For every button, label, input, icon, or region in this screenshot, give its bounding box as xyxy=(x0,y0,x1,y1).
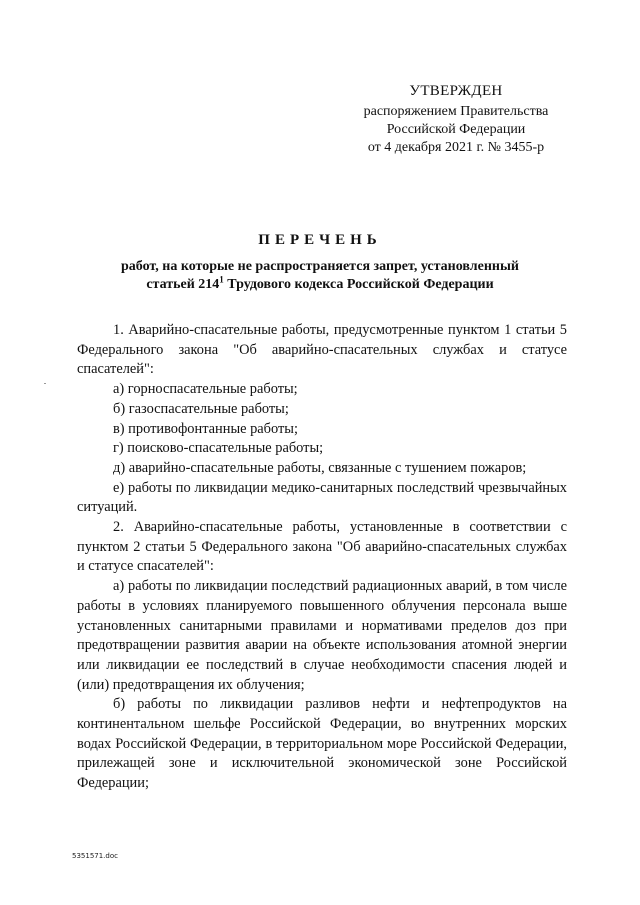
footer-file-code: 5351571.doc xyxy=(72,852,118,860)
approval-line-2: Российской Федерации xyxy=(386,122,526,137)
subtitle-line-2-start: статьей 214 xyxy=(146,277,220,292)
paragraph-2: 2. Аварийно-спасательные работы, установленные в соответствии с пунктом 2 статьи 5 Федерального закона "Об аварийно-спасательных службах и статусе спасателей": xyxy=(77,519,567,575)
subtitle-line-2 xyxy=(70,276,570,294)
subtitle-line-2-end: Трудового кодекса Российской Федерации xyxy=(223,277,494,292)
document-subtitle xyxy=(70,258,570,294)
list-item-1e: д) аварийно-спасательные работы, связанные с тушением пожаров; xyxy=(113,459,527,476)
list-item-1f: е) работы по ликвидации медико-санитарных последствий чрезвычайных ситуаций. xyxy=(77,479,567,516)
document-body xyxy=(77,321,567,794)
approval-line-1: распоряжением Правительства xyxy=(363,104,549,119)
list-item-1c: в) противофонтанные работы; xyxy=(113,420,298,437)
approval-stamp: УТВЕРЖДЕН xyxy=(409,83,503,99)
subtitle-superscript: 1 xyxy=(219,274,224,285)
document-title: ПЕРЕЧЕНЬ xyxy=(258,232,382,248)
subtitle-line-1: работ, на которые не распространяется запрет, установленный xyxy=(121,259,519,274)
list-item-1d: г) поисково-спасательные работы; xyxy=(113,440,324,457)
list-item-2b: б) работы по ликвидации разливов нефти и нефтепродуктов на континентальном шельфе Российской Федерации, во внутренних морских водах Российской Федерации, в территориальном море Российской Федерации, прилежащей зоне и исключительной экономической зоне Российской Федерации; xyxy=(77,696,567,792)
list-item-1a: а) горноспасательные работы; xyxy=(113,381,298,398)
paragraph-1: 1. Аварийно-спасательные работы, предусмотренные пунктом 1 статьи 5 Федерального закона "Об аварийно-спасательных службах и статусе спасателей": xyxy=(77,322,567,378)
list-item-2a: а) работы по ликвидации последствий радиационных аварий, в том числе работы в условиях планируемого повышенного облучения персонала выше установленных санитарными правилами и нормативами пределов доз при предотвращении развития аварии на объекте использования атомной энергии или ликвидации ее последствий в случае необходимости спасения людей и (или) предотвращения их облучения; xyxy=(77,578,567,693)
margin-mark xyxy=(44,383,46,384)
approval-line-3: от 4 декабря 2021 г. № 3455-р xyxy=(367,140,545,155)
list-item-1b: б) газоспасательные работы; xyxy=(113,400,289,417)
